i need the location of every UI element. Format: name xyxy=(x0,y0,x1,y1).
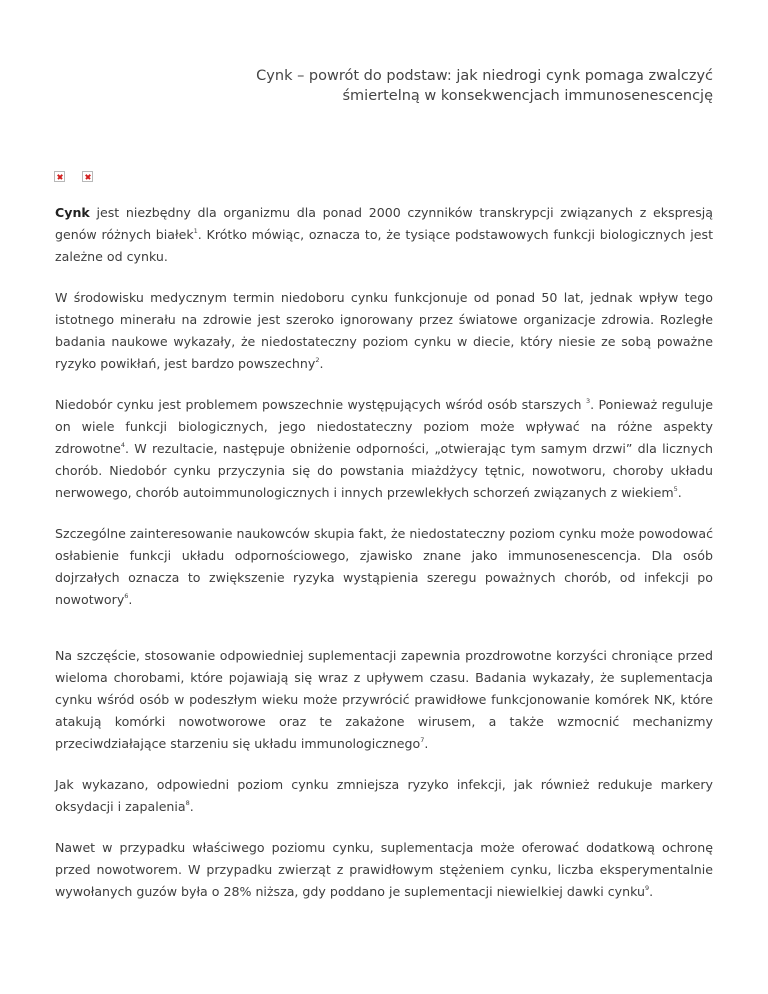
title-line-2: śmiertelną w konsekwencjach immunosenescencję xyxy=(342,88,713,104)
footnote-ref[interactable]: 2 xyxy=(315,356,320,364)
article-body xyxy=(55,202,713,922)
paragraph-text: Nawet w przypadku właściwego poziomu cynku, suplementacja może oferować dodatkową ochronę przed nowotworem. W przypadku zwierząt z prawidłowym stężeniem cynku, liczba eksperymentalnie wywołanych guzów była o 28% niższa, gdy poddano je suplementacji niewielkiej dawki cynku xyxy=(55,840,713,899)
paragraph-text: . xyxy=(677,485,682,500)
paragraph-4 xyxy=(55,523,713,611)
paragraph-7 xyxy=(55,837,713,903)
paragraph-text: . xyxy=(128,592,133,607)
paragraph-text: . W rezultacie, następuje obniżenie odporności, „otwierając tym samym drzwi” dla licznych chorób. Niedobór cynku przyczynia się do powstania miażdżycy tętnic, nowotworu, choroby układu nerwowego, chorób autoimmunologicznych i innych przewlekłych schorzeń związanych z wiekiem xyxy=(55,441,713,500)
document-title xyxy=(193,66,713,106)
paragraph-text: Jak wykazano, odpowiedni poziom cynku zmniejsza ryzyko infekcji, jak również redukuje markery oksydacji i zapalenia xyxy=(55,777,713,814)
paragraph-text: Niedobór cynku jest problemem powszechnie występujących wśród osób starszych xyxy=(55,397,586,412)
paragraph-5 xyxy=(55,645,713,755)
broken-image-icon xyxy=(54,171,65,182)
bold-term: Cynk xyxy=(55,205,90,220)
footnote-ref[interactable]: 5 xyxy=(673,485,678,493)
footnote-ref[interactable]: 8 xyxy=(185,799,190,807)
paragraph-text: W środowisku medycznym termin niedoboru cynku funkcjonuje od ponad 50 lat, jednak wpływ tego istotnego minerału na zdrowie jest szeroko ignorowany przez światowe organizacje zdrowia. Rozległe badania naukowe wykazały, że niedostateczny poziom cynku w diecie, który niesie ze sobą poważne ryzyko powikłań, jest bardzo powszechny xyxy=(55,290,713,371)
paragraph-text: . xyxy=(649,884,654,899)
broken-image-icon xyxy=(82,171,93,182)
title-line-1: Cynk – powrót do podstaw: jak niedrogi cynk pomaga zwalczyć xyxy=(256,68,713,84)
paragraph-3 xyxy=(55,394,713,504)
footnote-ref[interactable]: 6 xyxy=(124,592,129,600)
paragraph-text: Szczególne zainteresowanie naukowców skupia fakt, że niedostateczny poziom cynku może powodować osłabienie funkcji układu odpornościowego, zjawisko znane jako immunosenescencja. Dla osób dojrzałych oznacza to zwiększenie ryzyka wystąpienia szeregu poważnych chorób, od infekcji po nowotwory xyxy=(55,526,713,607)
paragraph-text: Na szczęście, stosowanie odpowiedniej suplementacji zapewnia prozdrowotne korzyści chroniące przed wieloma chorobami, które pojawiają się wraz z upływem czasu. Badania wykazały, że suplementacja cynku wśród osób w podeszłym wieku może przywrócić prawidłowe funkcjonowanie komórek NK, które atakują komórki nowotworowe oraz te zakażone wirusem, a także wzmocnić mechanizmy przeciwdziałające starzeniu się układu immunologicznego xyxy=(55,648,713,751)
paragraph-text: . xyxy=(319,356,324,371)
paragraph-text: . xyxy=(424,736,429,751)
footnote-ref[interactable]: 9 xyxy=(644,884,650,892)
paragraph-text: . xyxy=(189,799,194,814)
footnote-ref[interactable]: 4 xyxy=(120,441,126,449)
paragraph-text: . Ponieważ reguluje on wiele funkcji biologicznych, jego niedostateczny poziom może wpływać na różne aspekty zdrowotne xyxy=(55,397,713,456)
footnote-ref[interactable]: 3 xyxy=(585,397,591,405)
paragraph-text: jest niezbędny dla organizmu dla ponad 2000 czynników transkrypcji związanych z ekspresją genów różnych białek xyxy=(55,205,713,242)
paragraph-text: . Krótko mówiąc, oznacza to, że tysiące podstawowych funkcji biologicznych jest zależne od cynku. xyxy=(55,227,714,264)
paragraph-2 xyxy=(55,287,713,375)
paragraph-1 xyxy=(55,202,713,268)
image-placeholders xyxy=(54,171,93,182)
footnote-ref[interactable]: 1 xyxy=(193,227,198,235)
paragraph-6 xyxy=(55,774,713,818)
footnote-ref[interactable]: 7 xyxy=(420,736,425,744)
